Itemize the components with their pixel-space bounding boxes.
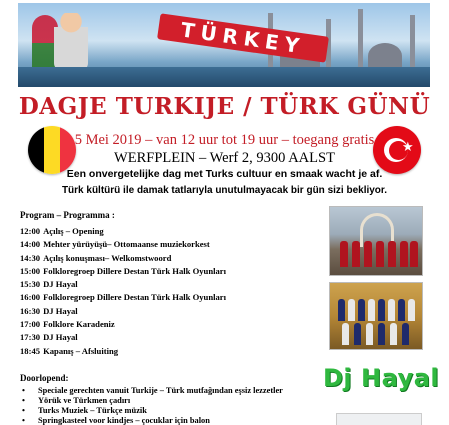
event-venue: WERFPLEIN – Werf 2, 9300 AALST [114, 150, 335, 166]
minaret [410, 15, 415, 69]
page-title: DAGJE TURKIJE / TÜRK GÜNÜ [18, 93, 431, 120]
program-item [20, 253, 226, 266]
program-time: 17:00 [20, 319, 41, 330]
event-date: 5 Mei 2019 – van 12 uur tot 19 uur – toegang gratis [74, 132, 375, 148]
mehter-band-photo [329, 206, 423, 276]
map-thumbnail [336, 413, 422, 425]
program-text: Folkloregroep Dillere Destan Türk Halk Oyunları [43, 292, 227, 303]
program-item [20, 306, 226, 319]
program-text: Folkloregroep Dillere Destan Türk Halk Oyunları [43, 265, 227, 276]
doorlopend-list [20, 386, 283, 425]
program-time: 16:30 [20, 305, 41, 316]
program-time: 15:30 [20, 279, 41, 290]
program-text: Folklore Karadeniz [43, 319, 115, 330]
banner-ribbon-text: TÜRKEY [157, 13, 329, 62]
program-time: 17:30 [20, 332, 41, 343]
program-text: DJ Hayal [43, 305, 78, 316]
program-time: 16:00 [20, 292, 41, 303]
program-text: DJ Hayal [43, 332, 78, 343]
dj-hayal-logo: Dj Hayal [323, 364, 440, 392]
program-item [20, 346, 226, 359]
program-item [20, 319, 226, 332]
program-text: DJ Hayal [43, 279, 78, 290]
doorlopend-heading: Doorlopend: [20, 373, 69, 383]
program-text: Açılış – Opening [43, 226, 104, 236]
folklore-group-photo [329, 282, 423, 350]
program-time: 15:00 [20, 265, 41, 276]
program-time: 14:00 [20, 239, 41, 250]
minaret [358, 9, 363, 69]
program-text: Mehter yürüyüşü– Ottomaanse muziekorkest [43, 239, 210, 250]
tagline-turkish: Türk kültürü ile damak tatlarıyla unutulmayacak bir gün sizi bekliyor. [61, 185, 388, 196]
mosque-dome [368, 43, 402, 69]
program-time: 14:30 [20, 252, 41, 263]
program-time: 18:45 [20, 345, 41, 356]
program-heading: Program – Programma : [20, 210, 115, 220]
program-item [20, 279, 226, 292]
dancer-figure [54, 13, 88, 71]
doorlopend-item: • Yörük ve Türkmen çadırı [20, 396, 283, 406]
doorlopend-item: • Springkasteel voor kindjes – çocuklar için balon [20, 416, 283, 425]
program-item [20, 332, 226, 345]
program-text: Kapanış – Afsluiting [43, 345, 119, 356]
turkey-flag-icon: ★ [373, 126, 421, 174]
doorlopend-item: • Turks Muziek – Türkçe müzik [20, 406, 283, 416]
program-item [20, 266, 226, 279]
doorlopend-item: • Speciale gerechten vanuit Turkije – Türk mutfağından eşsiz lezzetler [20, 386, 283, 396]
program-list [20, 226, 226, 359]
program-time: 12:00 [20, 226, 41, 236]
program-item [20, 226, 226, 239]
program-item [20, 292, 226, 305]
program-item [20, 239, 226, 252]
tagline-dutch: Een onvergetelijke dag met Turks cultuur en smaak wacht je af. [66, 168, 383, 180]
program-text: Açılış konuşması– Welkomstwoord [43, 252, 172, 263]
header-banner-image [18, 3, 430, 87]
bosphorus-water [18, 67, 430, 87]
